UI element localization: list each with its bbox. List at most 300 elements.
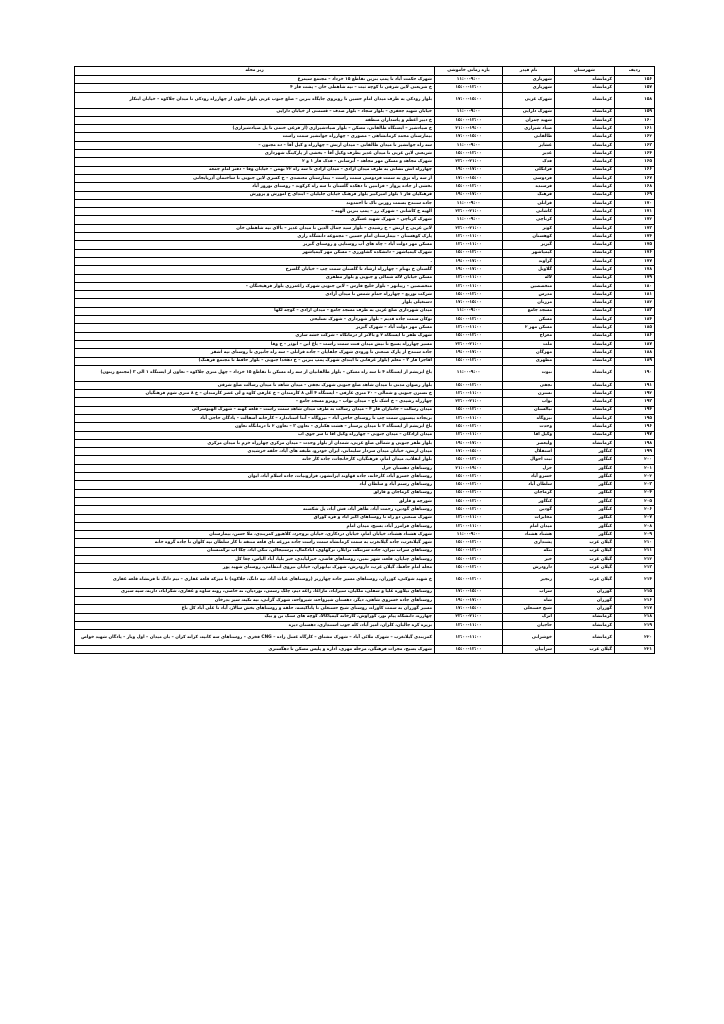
time-cell: ۱۷:۰۰-۱۵:۰۰ bbox=[435, 133, 503, 141]
table-row bbox=[75, 191, 655, 199]
time-cell: ۱۹:۰۰-۱۷:۰۰ bbox=[435, 166, 503, 174]
time-cell: ۱۹:۰۰-۱۷:۰۰ bbox=[435, 266, 503, 274]
city-cell: کرمانشاه bbox=[555, 316, 615, 324]
area-cell: شورچه و قارلق bbox=[75, 497, 435, 505]
feeder-cell: زنجیر bbox=[503, 572, 555, 588]
table-row bbox=[75, 596, 655, 604]
feeder-cell: هشتاد هشتاد bbox=[503, 531, 555, 539]
city-cell: کنگاور bbox=[555, 448, 615, 456]
feeder-cell: مسجد جامع bbox=[503, 307, 555, 315]
area-cell: روستاهای خسرو آباد، کارخانه، جاده قهاوند ایرانشهر، فرازونیات، جاده اسلام آباد، ایوان bbox=[75, 473, 435, 481]
table-row bbox=[75, 547, 655, 555]
city-cell: کرمانشاه bbox=[555, 133, 615, 141]
city-cell: کرمانشاه bbox=[555, 116, 615, 124]
feeder-cell: نواب bbox=[503, 398, 555, 406]
feeder-cell: فرانکلی bbox=[503, 166, 555, 174]
time-cell: ۱۳:۰۰-۱۱:۰۰ bbox=[435, 522, 503, 530]
time-cell: ۱۳:۰۰-۱۱:۰۰ bbox=[435, 621, 503, 629]
area-cell: باغ ابریشم از ایستگاه ۳ تا میدان پرستار – هشت هکتاری – تعاون ۳ – تعاون ۲ تا درمانگاه تعاون bbox=[75, 423, 435, 431]
time-cell: ۲۳:۰۰-۲۱:۰۰ bbox=[435, 208, 503, 216]
table-row bbox=[75, 381, 655, 389]
city-cell: گوزران bbox=[555, 596, 615, 604]
city-cell: گوزران bbox=[555, 605, 615, 613]
area-cell: . bbox=[75, 257, 435, 265]
feeder-cell: میدان امام bbox=[503, 522, 555, 530]
feeder-cell: گبریز bbox=[503, 241, 555, 249]
table-row bbox=[75, 564, 655, 572]
feeder-cell: استقلال bbox=[503, 448, 555, 456]
row-number-cell: ۱۶۷ bbox=[615, 174, 655, 182]
area-cell: شریعتی لاین غربی تا میدان غدیر بطرف وکیل آقا – بخشی از پارکینگ شهرداری bbox=[75, 150, 435, 158]
table-row bbox=[75, 398, 655, 406]
row-number-cell: ۲۰۰ bbox=[615, 456, 655, 464]
feeder-cell: کاشانی bbox=[503, 208, 555, 216]
document-page bbox=[74, 66, 654, 654]
table-row bbox=[75, 108, 655, 116]
row-number-cell: ۲۰۷ bbox=[615, 514, 655, 522]
row-number-cell: ۲۰۹ bbox=[615, 531, 655, 539]
feeder-cell: مسکن مهر ۲ bbox=[503, 324, 555, 332]
table-row bbox=[75, 539, 655, 547]
header-area: زیر محله bbox=[75, 67, 435, 76]
city-cell: کرمانشاه bbox=[555, 208, 615, 216]
time-cell: ۱۵:۰۰-۱۳:۰۰ bbox=[435, 489, 503, 497]
area-cell: چهارراه رشیدی – خ اشک تاج – میدان نواب – روبرو مسجد جامع – bbox=[75, 398, 435, 406]
table-row bbox=[75, 332, 655, 340]
city-cell: کرمانشاه bbox=[555, 431, 615, 439]
table-row bbox=[75, 116, 655, 124]
row-number-cell: ۲۱۵ bbox=[615, 588, 655, 596]
feeder-cell: خیر bbox=[503, 556, 555, 564]
area-cell: خ شریعتی لاین شرقی تا کوچه ثبت – تپه شاهطی خان – پشت فاز ۴ bbox=[75, 84, 435, 92]
time-cell: ۱۵:۰۰-۱۳:۰۰ bbox=[435, 150, 503, 158]
city-cell: کرمانشاه bbox=[555, 381, 615, 389]
time-cell: ۱۵:۰۰-۱۳:۰۰ bbox=[435, 497, 503, 505]
table-row bbox=[75, 489, 655, 497]
area-cell: فرهنگیان فاز ۱ بلوار امیرکبیر بلوار فرهنگ خیابان جلیلیان – ابتدای خ آموزش و پرورش bbox=[75, 191, 435, 199]
time-cell: ۱۵:۰۰-۱۳:۰۰ bbox=[435, 332, 503, 340]
city-cell: کنگاور bbox=[555, 481, 615, 489]
area-cell: آقاجرا فاز ۳ – معلم (بلوار عرفانی تا ابتدای شهرک پمپ بنزین – خ دهخدا جنوبی – بلوار حافظ تا مجتمع فرهنگ) bbox=[75, 357, 435, 365]
feeder-cell: ثبت احوال bbox=[503, 456, 555, 464]
table-row bbox=[75, 414, 655, 422]
feeder-cell: شهرک دارایی bbox=[503, 108, 555, 116]
city-cell: گوزران bbox=[555, 588, 615, 596]
feeder-cell: طالقانی bbox=[503, 133, 555, 141]
feeder-cell: مدرس bbox=[503, 291, 555, 299]
area-cell: بلوار رودکی به طرف میدان امام حسین تا روبروی جایگاه بنزین – ضلع جنوب غربی بلوار تعاون از چهارراه رودکی تا میدان جلاکوه – خیابان ابتکار bbox=[75, 92, 435, 108]
area-cell: بلوار انقلاب، میدان امام، فرهنگیان، کارخانجات، جاده کار خانه bbox=[75, 456, 435, 464]
city-cell: کرمانشاه bbox=[555, 414, 615, 422]
city-cell: کرمانشاه bbox=[555, 108, 615, 116]
table-row bbox=[75, 481, 655, 489]
feeder-cell: کوثر bbox=[503, 224, 555, 232]
area-cell: شهرک بسیج، مجرات فرهنگی، مرحله مهری، اداره و پلیس مسکن تا دهگستری bbox=[75, 646, 435, 654]
city-cell: کنگاور bbox=[555, 489, 615, 497]
row-number-cell: ۲۱۶ bbox=[615, 596, 655, 604]
time-cell: ۲۱:۰۰-۱۹:۰۰ bbox=[435, 125, 503, 133]
city-cell: کرمانشاه bbox=[555, 141, 615, 149]
table-row bbox=[75, 390, 655, 398]
area-cell: بریزه کره جالبان، کلران، امیر آباد، کله جوب استنداری، دهستان دیره bbox=[75, 621, 435, 629]
table-row bbox=[75, 257, 655, 265]
time-cell: ۱۱:۰۰-۹:۰۰ bbox=[435, 216, 503, 224]
city-cell: کرمانشاه bbox=[555, 365, 615, 381]
feeder-cell: فرهنگ bbox=[503, 191, 555, 199]
feeder-cell: عشایر bbox=[503, 141, 555, 149]
table-row bbox=[75, 150, 655, 158]
city-cell: کرمانشاه bbox=[555, 291, 615, 299]
area-cell: شهرک کرناچی – شهرک شهید عسگری bbox=[75, 216, 435, 224]
area-cell: متخصصین – زیبانهر – بلوار خلیج فارس – لاین جنوبی شهرک زاغمرزی بلوار فرهیختگان – bbox=[75, 282, 435, 290]
row-number-cell: ۱۶۹ bbox=[615, 191, 655, 199]
city-cell: کرمانشاه bbox=[555, 282, 615, 290]
feeder-cell: مهرگان bbox=[503, 349, 555, 357]
area-cell: روستاهای رستم آباد و سلطان آباد bbox=[75, 481, 435, 489]
city-cell: کنگاور bbox=[555, 473, 615, 481]
area-cell: شهرک مجاهد و مسکن مهر مجاهد – آبرسانی – فدک فاز ۱ و ۲ bbox=[75, 158, 435, 166]
row-number-cell: ۱۸۰ bbox=[615, 282, 655, 290]
table-row bbox=[75, 266, 655, 274]
area-cell: روستاهای دهستان خزل bbox=[75, 464, 435, 472]
area-cell: شهرک صنعتی دو راه تا روستاهای اکبر آباد و فره کوراق bbox=[75, 514, 435, 522]
feeder-cell: خسرو آباد bbox=[503, 473, 555, 481]
row-number-cell: ۱۶۶ bbox=[615, 166, 655, 174]
table-row bbox=[75, 274, 655, 282]
row-number-cell: ۱۹۸ bbox=[615, 439, 655, 447]
time-cell: ۲۱:۰۰-۱۹:۰۰ bbox=[435, 464, 503, 472]
feeder-cell: مسکن bbox=[503, 316, 555, 324]
feeder-cell: سلطان آباد bbox=[503, 481, 555, 489]
row-number-cell: ۱۸۷ bbox=[615, 340, 655, 348]
area-cell: بلوار ظفر جنوبی و شمالی ضلع غربی، شمدان از بلوار وحدت – میدان مرکزی چهارراه خرم تا میدان مرکزی bbox=[75, 439, 435, 447]
feeder-cell: متخصصین bbox=[503, 282, 555, 290]
row-number-cell: ۱۸۶ bbox=[615, 332, 655, 340]
table-row bbox=[75, 473, 655, 481]
area-cell: لاین غربی خ ارتش – خ رشیدی – بلوار سید جمال الدین تا میدان غدیر – بالای تپه شاهطی خان bbox=[75, 224, 435, 232]
feeder-cell: صیاد شیرازی bbox=[503, 125, 555, 133]
area-cell: پارک کوهستان – بیمارستان امام حسین – مجموعه دانشگاه رازی bbox=[75, 233, 435, 241]
header-feeder: نام فیدر bbox=[503, 67, 555, 76]
row-number-cell: ۲۱۲ bbox=[615, 556, 655, 564]
city-cell: کرمانشاه bbox=[555, 439, 615, 447]
table-row bbox=[75, 125, 655, 133]
city-cell: کنگاور bbox=[555, 497, 615, 505]
feeder-cell: شهید چمران bbox=[503, 116, 555, 124]
city-cell: کرمانشاه bbox=[555, 266, 615, 274]
city-cell: کرمانشاه bbox=[555, 158, 615, 166]
row-number-cell: ۱۹۶ bbox=[615, 423, 655, 431]
area-cell: میدان ارتش، خیابان میدان سردار سلیمانی، ایران خودرو، طبقه های آیاد، حلقه خرشیدی bbox=[75, 448, 435, 456]
city-cell: کرمانشاه bbox=[555, 406, 615, 414]
table-row bbox=[75, 448, 655, 456]
feeder-cell: گلاویل bbox=[503, 266, 555, 274]
table-row bbox=[75, 166, 655, 174]
row-number-cell: ۲۰۱ bbox=[615, 464, 655, 472]
feeder-cell: کنگاور bbox=[503, 497, 555, 505]
city-cell: کرمانشاه bbox=[555, 274, 615, 282]
row-number-cell: ۱۸۳ bbox=[615, 307, 655, 315]
area-cell: بلوار رضوان مدنی تا میدان شاهد ضلع جنوبی شهرک نجفی – میدان شاهد تا میدان رسالت ضلع شرقی bbox=[75, 381, 435, 389]
area-cell: جاده سنندج بسمت روزبن تاک تا احمدوند bbox=[75, 199, 435, 207]
row-number-cell: ۱۸۴ bbox=[615, 316, 655, 324]
table-row bbox=[75, 84, 655, 92]
row-number-cell: ۱۸۲ bbox=[615, 299, 655, 307]
table-row bbox=[75, 208, 655, 216]
time-cell: ۱۵:۰۰-۱۳:۰۰ bbox=[435, 84, 503, 92]
area-cell: روستاهای چنایان، قلعه، شهر نمین، روستاهای قاضی، خیرلیابدی، خیر بلیا، آباد الیاس، چغا کل bbox=[75, 556, 435, 564]
row-number-cell: ۱۶۳ bbox=[615, 141, 655, 149]
time-cell: ۱۹:۰۰-۱۷:۰۰ bbox=[435, 349, 503, 357]
table-row bbox=[75, 249, 655, 257]
area-cell: خ صیادشیر – ایستگاه طالقانی، مسکن – بلوار صیادشیرازی (از فرعی ختمی تا پل صیادشیرازی) bbox=[75, 125, 435, 133]
city-cell: کرمانشاه bbox=[555, 174, 615, 182]
table-row bbox=[75, 572, 655, 588]
city-cell: کرمانشاه bbox=[555, 233, 615, 241]
row-number-cell: ۱۹۹ bbox=[615, 448, 655, 456]
feeder-cell: نیروگاه bbox=[503, 414, 555, 422]
row-number-cell: ۱۹۱ bbox=[615, 381, 655, 389]
table-row bbox=[75, 233, 655, 241]
feeder-cell: شهریاری bbox=[503, 84, 555, 92]
area-cell: روستاهای گودین، رحمت آباد، ظاهر آباد، فش آباد، پل شکسته bbox=[75, 506, 435, 514]
feeder-cell: کوهستان bbox=[503, 233, 555, 241]
time-cell: ۱۱:۰۰-۹:۰۰ bbox=[435, 531, 503, 539]
table-row bbox=[75, 183, 655, 191]
city-cell: کرمانشاه bbox=[555, 613, 615, 621]
table-row bbox=[75, 431, 655, 439]
time-cell: ۱۵:۰۰-۱۳:۰۰ bbox=[435, 547, 503, 555]
feeder-cell: گودین bbox=[503, 506, 555, 514]
city-cell: کنگاور bbox=[555, 531, 615, 539]
outage-schedule-table bbox=[74, 66, 655, 654]
row-number-cell: ۲۲۱ bbox=[615, 646, 655, 654]
time-cell: ۱۹:۰۰-۱۷:۰۰ bbox=[435, 257, 503, 265]
city-cell: کرمانشاه bbox=[555, 150, 615, 158]
city-cell: کنگاور bbox=[555, 464, 615, 472]
city-cell: کرمانشاه bbox=[555, 125, 615, 133]
feeder-cell: خوشرانی bbox=[503, 630, 555, 646]
row-number-cell: ۱۵۹ bbox=[615, 108, 655, 116]
area-cell: از سه راه برق به سمت فردوسی سمت راست – بیمارستان معتضدی – خ کسری لاین جنوبی تا ساختمان آذرپایجانی bbox=[75, 174, 435, 182]
area-cell: روستاهای فرامرز آباد، بسیج، میدان امام bbox=[75, 522, 435, 530]
city-cell: کرمانشاه bbox=[555, 332, 615, 340]
feeder-cell: شیخ حسنعلی bbox=[503, 605, 555, 613]
city-cell: کرمانشاه bbox=[555, 224, 615, 232]
table-row bbox=[75, 158, 655, 166]
feeder-cell: نسترن bbox=[503, 390, 555, 398]
city-cell: کنگاور bbox=[555, 456, 615, 464]
table-row bbox=[75, 224, 655, 232]
time-cell: ۱۳:۰۰-۱۱:۰۰ bbox=[435, 390, 503, 398]
row-number-cell: ۲۰۳ bbox=[615, 481, 655, 489]
row-number-cell: ۱۹۷ bbox=[615, 431, 655, 439]
time-cell: ۱۵:۰۰-۱۳:۰۰ bbox=[435, 481, 503, 489]
table-row bbox=[75, 133, 655, 141]
time-cell: ۱۳:۰۰-۱۱:۰۰ bbox=[435, 630, 503, 646]
table-row bbox=[75, 349, 655, 357]
time-cell: ۱۷:۰۰-۱۵:۰۰ bbox=[435, 605, 503, 613]
table-row bbox=[75, 216, 655, 224]
row-number-cell: ۱۷۸ bbox=[615, 266, 655, 274]
time-cell: ۱۳:۰۰-۱۱:۰۰ bbox=[435, 431, 503, 439]
table-row bbox=[75, 291, 655, 299]
feeder-cell: شهرک غربی bbox=[503, 92, 555, 108]
time-cell: ۱۳:۰۰-۱۱:۰۰ bbox=[435, 274, 503, 282]
time-cell: ۱۱:۰۰-۹:۰۰ bbox=[435, 365, 503, 381]
table-row bbox=[75, 439, 655, 447]
row-number-cell: ۱۹۴ bbox=[615, 406, 655, 414]
row-number-cell: ۱۶۰ bbox=[615, 116, 655, 124]
time-cell: ۱۵:۰۰-۱۳:۰۰ bbox=[435, 456, 503, 464]
time-cell: ۱۱:۰۰-۹:۰۰ bbox=[435, 307, 503, 315]
row-number-cell: ۱۷۱ bbox=[615, 208, 655, 216]
feeder-cell: وکیل آقا bbox=[503, 431, 555, 439]
time-cell: ۱۱:۰۰-۹:۰۰ bbox=[435, 199, 503, 207]
area-cell: بریجاده بیستون سمت چپ تا روستای حاجی آباد – نیروگاه – آنتا استاندارد – کارخانه آسفالت – پادگان حاجی آباد bbox=[75, 414, 435, 422]
time-cell: ۱۵:۰۰-۱۳:۰۰ bbox=[435, 381, 503, 389]
area-cell: میدان آزادگان – میدان جنوبی – چهارراه وکیل آقا تا سر جوی آب bbox=[75, 431, 435, 439]
city-cell: کرمانشاه bbox=[555, 398, 615, 406]
time-cell: ۱۷:۰۰-۱۵:۰۰ bbox=[435, 588, 503, 596]
time-cell: ۱۹:۰۰-۱۷:۰۰ bbox=[435, 439, 503, 447]
feeder-cell: ملت bbox=[503, 340, 555, 348]
table-row bbox=[75, 92, 655, 108]
time-cell: ۲۳:۰۰-۲۱:۰۰ bbox=[435, 340, 503, 348]
table-row bbox=[75, 141, 655, 149]
city-cell: گیلان غرب bbox=[555, 646, 615, 654]
table-row bbox=[75, 406, 655, 414]
time-cell: ۱۳:۰۰-۱۱:۰۰ bbox=[435, 324, 503, 332]
time-cell: ۱۳:۰۰-۱۱:۰۰ bbox=[435, 514, 503, 522]
time-cell: ۱۵:۰۰-۱۳:۰۰ bbox=[435, 556, 503, 564]
area-cell: شرکت توزیع – چهارراه حمام شمس تا میدان آزادی bbox=[75, 291, 435, 299]
row-number-cell: ۲۱۳ bbox=[615, 564, 655, 572]
feeder-cell: حاجیان bbox=[503, 621, 555, 629]
header-city: شهرستان bbox=[555, 67, 615, 76]
area-cell: شهرک ظفر تا ایستگاه ۲ و بالاتر از درمانگاه – شرکت خشه سازی bbox=[75, 332, 435, 340]
table-row bbox=[75, 613, 655, 621]
row-number-cell: ۲۱۹ bbox=[615, 621, 655, 629]
time-cell: ۱۵:۰۰-۱۳:۰۰ bbox=[435, 406, 503, 414]
row-number-cell: ۱۷۴ bbox=[615, 233, 655, 241]
table-row bbox=[75, 556, 655, 564]
area-cell: میدان رسالت – جانبازان فاز ۴ – میدان رسالت به طرف میدان شاهد سمت راست – قلعه کهنه – شهرک الهیوسرائی bbox=[75, 406, 435, 414]
table-row bbox=[75, 316, 655, 324]
row-number-cell: ۱۵۷ bbox=[615, 84, 655, 92]
city-cell: گیلان غرب bbox=[555, 556, 615, 564]
feeder-cell: فدک bbox=[503, 158, 555, 166]
time-cell: ۱۵:۰۰-۱۳:۰۰ bbox=[435, 506, 503, 514]
time-cell: ۲۳:۰۰-۲۱:۰۰ bbox=[435, 158, 503, 166]
area-cell: جاده سنندج از پارک صنعتی تا ورودی شهرک جلفایان – جاده قزانلی – سه راه جانپری تا روستای تپه اشقر bbox=[75, 349, 435, 357]
header-time: بازه زمانی خاموشی bbox=[435, 67, 503, 76]
area-cell: خ شهید شوکتی، کوزران، روستاهای مسیر جاده چهارزبر (روستاهای غیاث آباد، تپه دانگ، جلاکوه) تا میرکه قلعه غفاری – تیم دانگ تا فرنشاه قلعه غفاری bbox=[75, 572, 435, 588]
city-cell: کرمانشاه bbox=[555, 92, 615, 108]
time-cell: ۱۵:۰۰-۱۳:۰۰ bbox=[435, 291, 503, 299]
time-cell: ۱۳:۰۰-۱۱:۰۰ bbox=[435, 241, 503, 249]
area-cell: میدان شهرداری ضلع غربی به طرف مسجد جامع – میدان آزادی – کوچه لکها bbox=[75, 307, 435, 315]
row-number-cell: ۲۰۲ bbox=[615, 473, 655, 481]
row-number-cell: ۱۸۱ bbox=[615, 291, 655, 299]
feeder-cell: کیمیاشهر bbox=[503, 249, 555, 257]
area-cell: کمربندی گیلانغرب – شهرک ملائی آباد – شهرک مشتاق – کارگاه عسل زاده – CNG فخری – روستاهای سه کانیه، کرانه کران – بان میدان – اول وبار – پادگان شهید خواص bbox=[75, 630, 435, 646]
time-cell: ۲۳:۰۰-۲۱:۰۰ bbox=[435, 398, 503, 406]
table-row bbox=[75, 324, 655, 332]
table-row bbox=[75, 630, 655, 646]
row-number-cell: ۲۰۸ bbox=[615, 522, 655, 530]
table-row bbox=[75, 340, 655, 348]
row-number-cell: ۲۰۵ bbox=[615, 497, 655, 505]
time-cell: ۲۳:۰۰-۲۱:۰۰ bbox=[435, 613, 503, 621]
area-cell: روستاهای سراب نیران، جاده سرتنگه، ترابلار، ترکهاوی، آبادکمال، پرستیجالی، تنگی آباد، چکا آب ترکمنستان bbox=[75, 547, 435, 555]
table-row bbox=[75, 506, 655, 514]
city-cell: کرمانشاه bbox=[555, 621, 615, 629]
row-number-cell: ۱۹۳ bbox=[615, 398, 655, 406]
area-cell: بخشی از جاده پرواز – فرانتین تا دهکده گلستان تا سه راه کرکوند – روستای نوروز آباد bbox=[75, 183, 435, 191]
row-number-cell: ۲۰۶ bbox=[615, 506, 655, 514]
feeder-cell: غدیر bbox=[503, 150, 555, 158]
feeder-cell: لاله bbox=[503, 274, 555, 282]
city-cell: کرمانشاه bbox=[555, 299, 615, 307]
city-cell: گیلان غرب bbox=[555, 547, 615, 555]
feeder-cell: مرزبان bbox=[503, 299, 555, 307]
row-number-cell: ۱۷۶ bbox=[615, 249, 655, 257]
feeder-cell: پشتداری bbox=[503, 539, 555, 547]
time-cell: ۱۵:۰۰-۱۳:۰۰ bbox=[435, 564, 503, 572]
time-cell: ۱۵:۰۰-۱۳:۰۰ bbox=[435, 473, 503, 481]
row-number-cell: ۱۷۲ bbox=[615, 216, 655, 224]
city-cell: کرمانشاه bbox=[555, 249, 615, 257]
feeder-cell: گراوند bbox=[503, 257, 555, 265]
area-cell: خ نسترن جنوبی و شمالی – ۲۰ متری عارفی – ایستگاه ۴ الی ۸ کارمندان – خ عارفی کاوه و لی عصر کارمندان – خ ۸ متری شوم فرهنگیان bbox=[75, 390, 435, 398]
table-row bbox=[75, 299, 655, 307]
feeder-cell: فرسنده bbox=[503, 183, 555, 191]
row-number-cell: ۱۶۱ bbox=[615, 125, 655, 133]
city-cell: کرمانشاه bbox=[555, 423, 615, 431]
feeder-cell: ولیعصر bbox=[503, 439, 555, 447]
time-cell: ۱۷:۰۰-۱۵:۰۰ bbox=[435, 174, 503, 182]
city-cell: گیلان غرب bbox=[555, 539, 615, 547]
feeder-cell: نبوت bbox=[503, 365, 555, 381]
feeder-cell: نجفی bbox=[503, 381, 555, 389]
area-cell: مسکن مهر دولت آباد – شهرک گبریز bbox=[75, 324, 435, 332]
table-row bbox=[75, 241, 655, 249]
feeder-cell: مخابرات bbox=[503, 514, 555, 522]
table-row bbox=[75, 464, 655, 472]
feeder-cell: خزل bbox=[503, 464, 555, 472]
feeder-cell: معراج bbox=[503, 332, 555, 340]
area-cell: مسکن مهر دولت آباد – چاه های آب روستایی و روستای گبریز bbox=[75, 241, 435, 249]
row-number-cell: ۱۶۲ bbox=[615, 133, 655, 141]
feeder-cell: مطهری bbox=[503, 357, 555, 365]
time-cell: ۱۵:۰۰-۱۳:۰۰ bbox=[435, 183, 503, 191]
city-cell: کرمانشاه bbox=[555, 630, 615, 646]
city-cell: کرمانشاه bbox=[555, 357, 615, 365]
table-row bbox=[75, 357, 655, 365]
area-cell: خیابان شهید جعفری – بلوار سجاد – بلوار صدف – قسمتی از خیابان دارایی bbox=[75, 108, 435, 116]
table-row bbox=[75, 199, 655, 207]
feeder-cell: کرماجان bbox=[503, 489, 555, 497]
row-number-cell: ۱۷۵ bbox=[615, 241, 655, 249]
row-number-cell: ۱۵۸ bbox=[615, 92, 655, 108]
feeder-cell: وحدت bbox=[503, 423, 555, 431]
area-cell: مسیر گوزران به سمت کاوراه، روستای شیخ حسنعلی تا پاتاکیسه، حلقه و روستاهای بخش سالار، آباد تا علی آباد کل باغ bbox=[75, 605, 435, 613]
time-cell: ۱۵:۰۰-۱۳:۰۰ bbox=[435, 572, 503, 588]
feeder-cell: تنگه bbox=[503, 547, 555, 555]
feeder-cell: اترک bbox=[503, 613, 555, 621]
time-cell: ۱۵:۰۰-۱۳:۰۰ bbox=[435, 423, 503, 431]
